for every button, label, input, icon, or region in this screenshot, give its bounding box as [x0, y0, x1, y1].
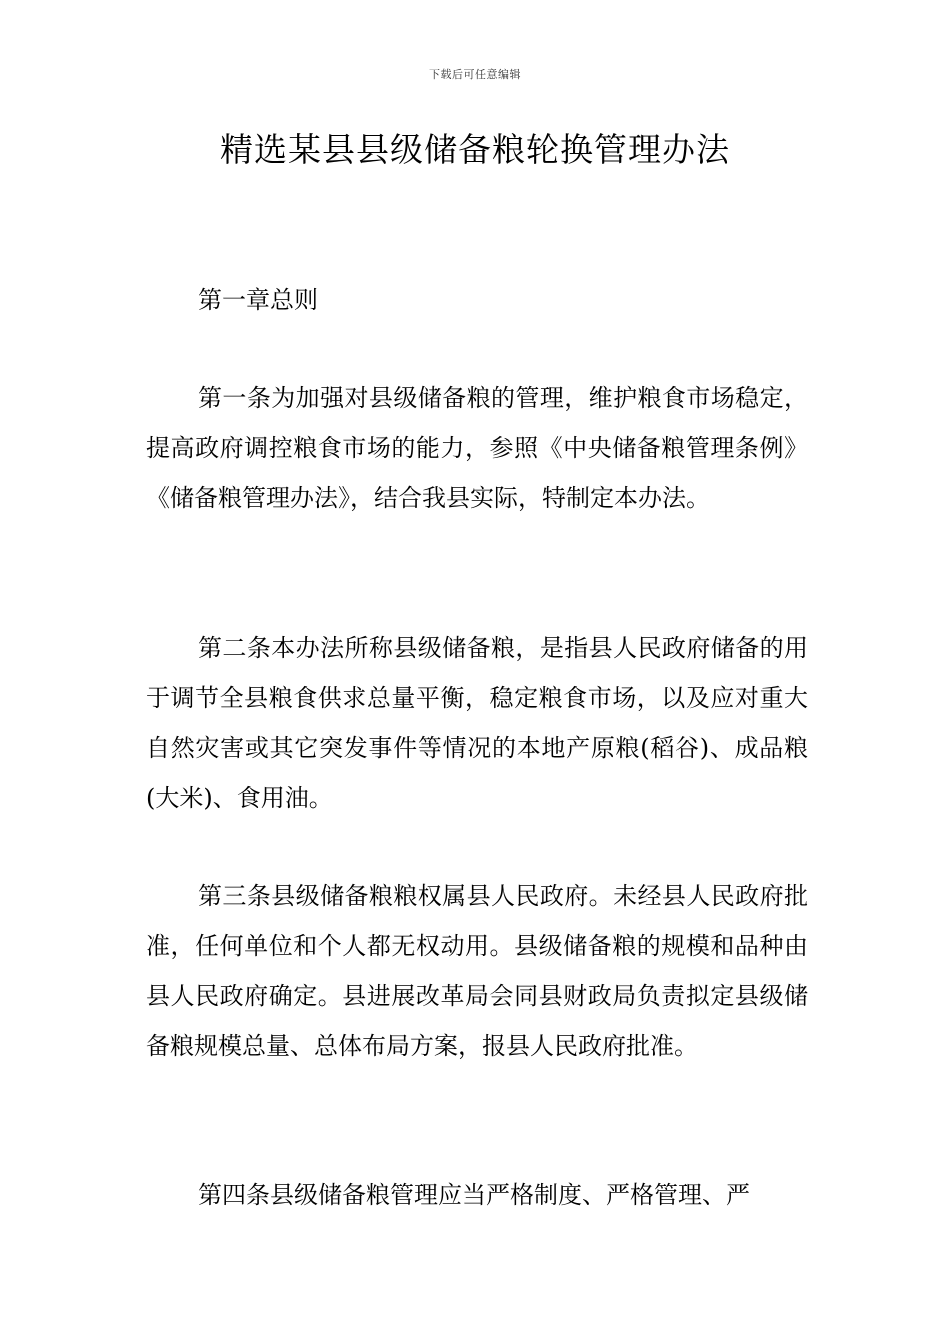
chapter-heading: 第一章总则 [198, 286, 318, 314]
download-note: 下载后可任意编辑 [429, 68, 521, 81]
article-4-paragraph: 第四条县级储备粮管理应当严格制度、严格管理、严 [198, 1181, 750, 1209]
article-3-paragraph: 第三条县级储备粮粮权属县人民政府。未经县人民政府批准，任何单位和个人都无权动用。县级储备粮的规模和品种由县人民政府确定。县进展改革局会同县财政局负责拟定县级储备粮规模总量、总体布局方案，报县人民政府批准。 [146, 882, 808, 1060]
article-2-paragraph: 第二条本办法所称县级储备粮，是指县人民政府储备的用于调节全县粮食供求总量平衡，稳定粮食市场，以及应对重大自然灾害或其它突发事件等情况的本地产原粮(稻谷)、成品粮(大米)、食用油。 [146, 634, 808, 812]
article-1-paragraph: 第一条为加强对县级储备粮的管理，维护粮食市场稳定，提高政府调控粮食市场的能力，参照《中央储备粮管理条例》《储备粮管理办法》，结合我县实际，特制定本办法。 [146, 384, 808, 512]
document-title: 精选某县县级储备粮轮换管理办法 [220, 130, 730, 169]
